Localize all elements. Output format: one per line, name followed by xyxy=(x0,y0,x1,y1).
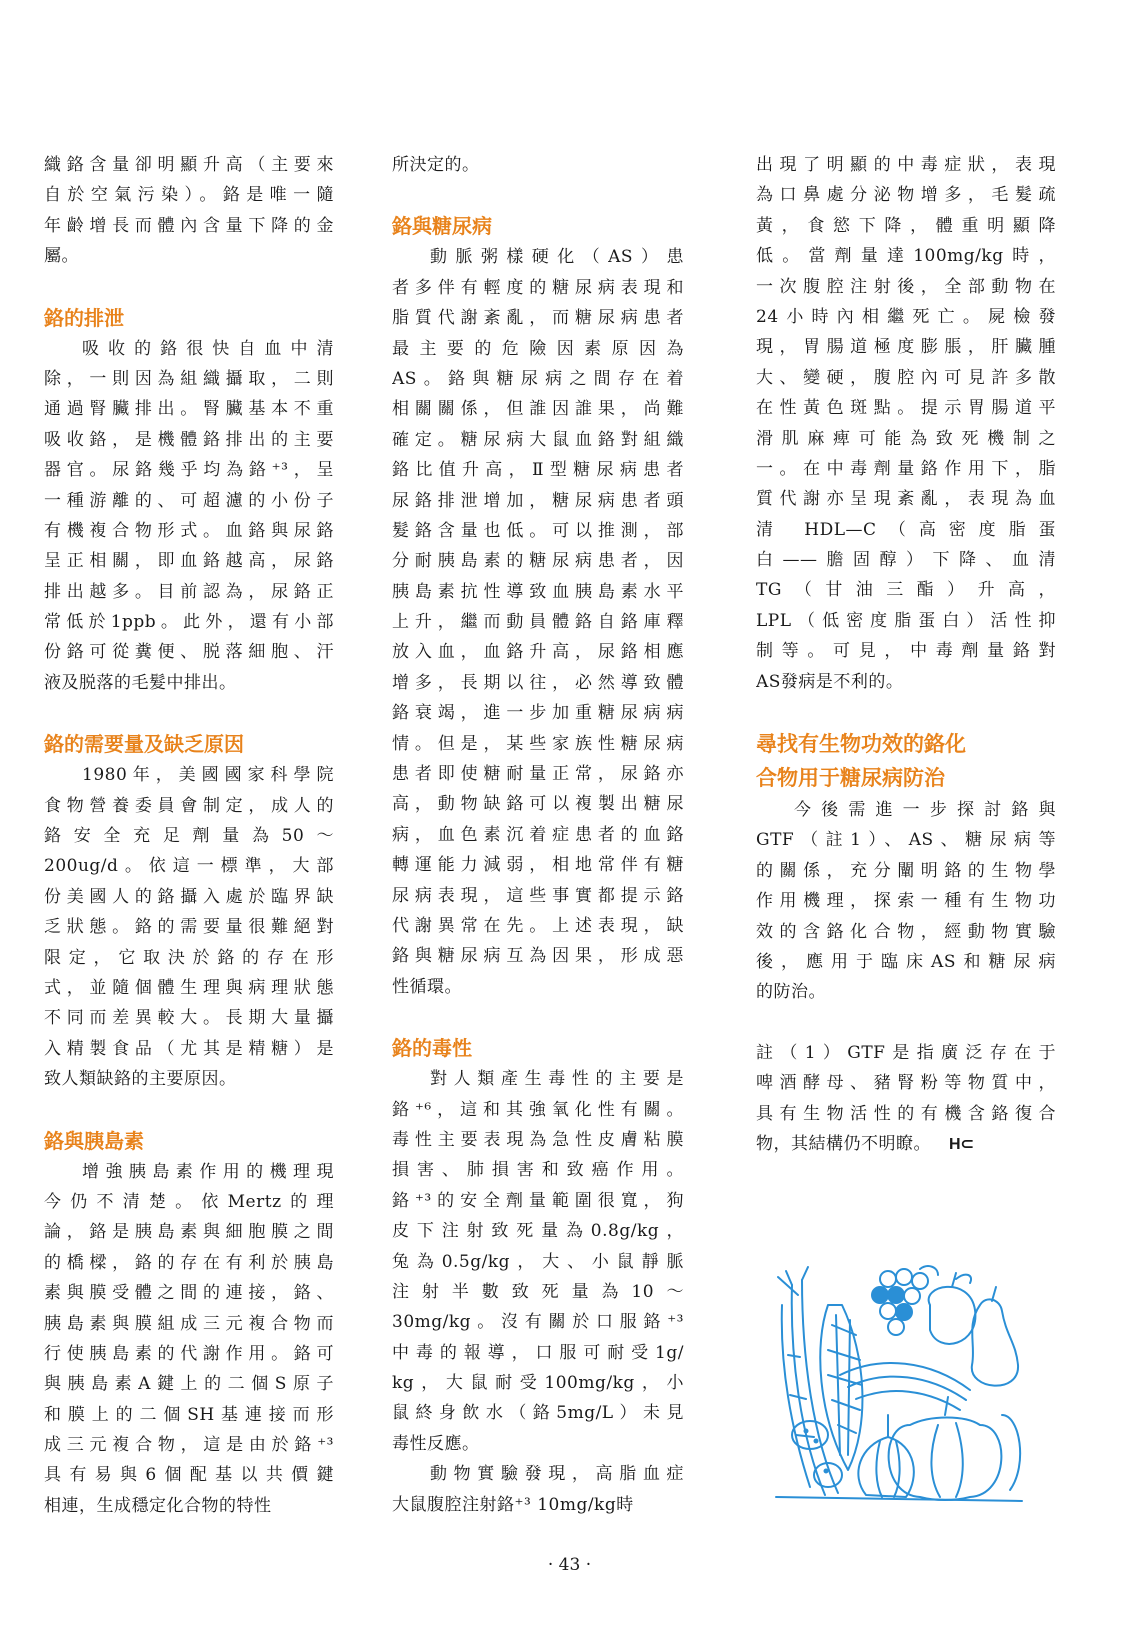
text-line: 啤酒酵母、豬腎粉等物質中， xyxy=(756,1073,1056,1094)
text-line: 除，一則因為組織攝取，二則 xyxy=(44,368,334,389)
text-line: 相關關係，但誰因誰果，尚難 xyxy=(392,399,684,420)
text-line: 制等。可見，中毒劑量鉻對 xyxy=(756,641,1056,662)
text-line: 毒性反應。 xyxy=(392,1433,480,1454)
text-line: 效的含鉻化合物，經動物實驗 xyxy=(756,921,1056,942)
text-line: 24小時內相繼死亡。屍檢發 xyxy=(756,306,1056,327)
text-line: 一種游離的、可超濾的小份子 xyxy=(44,490,334,511)
text-line: 低。當劑量達100mg/kg時， xyxy=(756,246,1056,267)
text-line: 毒性主要表現為急性皮膚粘膜 xyxy=(392,1129,684,1150)
text-line: 今後需進一步探討鉻與 xyxy=(794,800,1056,821)
text-line: 皮下注射致死量為0.8g/kg， xyxy=(392,1221,684,1242)
text-line: 鉻比值升高，Ⅱ型糖尿病患者 xyxy=(392,460,684,481)
text-line: 動物實驗發現，高脂血症 xyxy=(430,1464,684,1485)
text-line: 高，動物缺鉻可以複製出糖尿 xyxy=(392,794,684,815)
text-line: 髮鉻含量也低。可以推測，部 xyxy=(392,520,684,541)
text-line: 具有易與6個配基以共價鍵 xyxy=(44,1465,334,1486)
section-heading: 鉻的毒性 xyxy=(392,1036,472,1061)
section-heading: 鉻與糖尿病 xyxy=(392,214,492,239)
text-line: 屬。 xyxy=(44,246,79,267)
text-line: 代謝異常在先。上述表現，缺 xyxy=(392,915,684,936)
text-line: 大鼠腹腔注射鉻⁺³ 10mg/kg時 xyxy=(392,1494,634,1515)
paragraph xyxy=(392,1064,684,1459)
text-line: 情。但是，某些家族性糖尿病 xyxy=(392,733,684,754)
text-line: 物，其結構仍不明瞭。 xyxy=(756,1133,931,1154)
text-line: 轉運能力減弱，相地常伴有糖 xyxy=(392,855,684,876)
text-line: 一。在中毒劑量鉻作用下，脂 xyxy=(756,458,1056,479)
footnote-last-line xyxy=(756,1129,1056,1159)
text-line: 注射半數致死量為10～ xyxy=(392,1281,684,1302)
footnote xyxy=(756,1038,1056,1160)
page-number: · 43 · xyxy=(547,1555,592,1575)
text-line: 患者即使糖耐量正常，尿鉻亦 xyxy=(392,764,684,785)
text-line: 呈正相關，即血鉻越高，尿鉻 xyxy=(44,551,334,572)
paragraph xyxy=(44,1157,334,1522)
text-line: 常低於1ppb。此外，還有小部 xyxy=(44,612,334,633)
text-line: 為口鼻處分泌物增多，毛髮疏 xyxy=(756,185,1056,206)
text-line: 在性黃色斑點。提示胃腸道平 xyxy=(756,398,1056,419)
text-line: 滑肌麻痺可能為致死機制之 xyxy=(756,428,1056,449)
paragraph xyxy=(392,1459,684,1520)
section-heading: 鉻的排泄 xyxy=(44,305,124,330)
text-line: 鉻⁺³的安全劑量範圍很寬，狗 xyxy=(392,1190,684,1211)
text-line: 份美國人的鉻攝入處於臨界缺 xyxy=(44,886,334,907)
text-line: 黃，食慾下降，體重明顯降 xyxy=(756,215,1056,236)
text-line: 和膜上的二個SH基連接而形 xyxy=(44,1404,334,1425)
text-line: AS。鉻與糖尿病之間存在着 xyxy=(392,368,684,389)
section-heading: 鉻與胰島素 xyxy=(44,1128,144,1153)
text-line: 鉻與糖尿病互為因果，形成惡 xyxy=(392,946,684,967)
text-line: 排出越多。目前認為，尿鉻正 xyxy=(44,581,334,602)
text-line: 式，並隨個體生理與病理狀態 xyxy=(44,977,334,998)
text-line: 質代謝亦呈現紊亂，表現為血 xyxy=(756,489,1056,510)
text-line: 者多伴有輕度的糖尿病表現和 xyxy=(392,277,684,298)
text-line: 後，應用于臨床AS和糖尿病 xyxy=(756,951,1056,972)
text-line: 論，鉻是胰島素與細胞膜之間 xyxy=(44,1222,334,1243)
section-heading: 鉻的需要量及缺乏原因 xyxy=(44,732,244,757)
text-line: 胰島素與膜組成三元複合物而 xyxy=(44,1313,334,1334)
paragraph xyxy=(44,760,334,1094)
text-line: 素與膜受體之間的連接，鉻、 xyxy=(44,1283,334,1304)
text-line: 行使胰島素的代謝作用。鉻可 xyxy=(44,1343,334,1364)
text-line: LPL（低密度脂蛋白）活性抑 xyxy=(756,610,1056,631)
text-line: 乏狀態。鉻的需要量很難絕對 xyxy=(44,917,334,938)
text-line: kg，大鼠耐受100mg/kg，小 xyxy=(392,1373,684,1394)
paragraph xyxy=(756,150,1056,697)
paragraph xyxy=(392,150,684,180)
text-line: 胰島素抗性導致血胰島素水平 xyxy=(392,581,684,602)
text-line: 損害、肺損害和致癌作用。 xyxy=(392,1160,684,1181)
text-line: 年齡增長而體內含量下降的金 xyxy=(44,215,334,236)
text-line: 兔為0.5g/kg，大、小鼠靜脈 xyxy=(392,1251,684,1272)
text-line: 1980年，美國國家科學院 xyxy=(82,765,334,786)
text-line: 吸收的鉻很快自血中清 xyxy=(82,338,334,359)
text-line: 確定。糖尿病大鼠血鉻對組織 xyxy=(392,429,684,450)
text-line: TG（甘油三酯）升高， xyxy=(756,580,1056,601)
text-line: 動脈粥樣硬化（AS）患 xyxy=(430,247,684,268)
text-line: 增多，長期以往，必然導致體 xyxy=(392,672,684,693)
text-line: 200ug/d。依這一標準，大部 xyxy=(44,856,334,877)
text-line: 所決定的。 xyxy=(392,155,480,175)
text-line: 性循環。 xyxy=(392,976,462,997)
text-line: 清 HDL—C（高密度脂蛋 xyxy=(756,519,1056,540)
text-line: 一次腹腔注射後，全部動物在 xyxy=(756,276,1056,297)
vegetables-illustration-icon xyxy=(770,1265,1030,1505)
text-line: 吸收鉻，是機體鉻排出的主要 xyxy=(44,429,334,450)
text-line: 30mg/kg。沒有關於口服鉻⁺³ xyxy=(392,1312,684,1333)
column-1 xyxy=(44,150,334,1521)
text-line: 鉻安全充足劑量為50～ xyxy=(44,826,334,847)
text-line: 鼠終身飲水（鉻5mg/L）未見 xyxy=(392,1403,684,1424)
section-heading: 合物用于糖尿病防治 xyxy=(756,766,945,791)
text-line: 病，血色素沉着症患者的血鉻 xyxy=(392,824,684,845)
column-3 xyxy=(756,150,1056,1159)
section-heading: 尋找有生物功效的鉻化 xyxy=(756,732,966,757)
text-line: 的防治。 xyxy=(756,982,826,1003)
text-line: 織鉻含量卻明顯升高（主要來 xyxy=(44,155,334,175)
text-line: 尿鉻排泄增加，糖尿病患者頭 xyxy=(392,490,684,511)
text-line: 中毒的報導，口服可耐受1g/ xyxy=(392,1342,684,1363)
text-line: 脂質代謝紊亂，而糖尿病患者 xyxy=(392,308,684,329)
paragraph xyxy=(44,150,334,272)
text-line: 食物營養委員會制定，成人的 xyxy=(44,795,334,816)
text-line: 分耐胰島素的糖尿病患者，因 xyxy=(392,551,684,572)
text-line: 尿病表現，這些事實都提示鉻 xyxy=(392,885,684,906)
text-line: 白——膽固醇）下降、血清 xyxy=(756,550,1056,571)
text-line: 與胰島素A鍵上的二個S原子 xyxy=(44,1374,334,1395)
text-line: 致人類缺鉻的主要原因。 xyxy=(44,1069,237,1090)
text-line: 入精製食品（尤其是精糖）是 xyxy=(44,1038,334,1059)
paragraph xyxy=(44,334,334,699)
text-line: 註（1）GTF是指廣泛存在于 xyxy=(756,1042,1056,1063)
text-line: 成三元複合物，這是由於鉻⁺³ xyxy=(44,1435,334,1456)
text-line: 放入血，血鉻升高，尿鉻相應 xyxy=(392,642,684,663)
text-line: 相連，生成穩定化合物的特性 xyxy=(44,1495,272,1516)
text-line: 自於空氣污染）。鉻是唯一隨 xyxy=(44,185,334,206)
text-line: GTF（註1）、AS、糖尿病等 xyxy=(756,830,1056,851)
text-line: 鉻衰竭，進一步加重糖尿病病 xyxy=(392,703,684,724)
text-line: 現，胃腸道極度膨脹，肝臟腫 xyxy=(756,337,1056,358)
paragraph xyxy=(392,242,684,1002)
text-line: 出現了明顯的中毒症狀，表現 xyxy=(756,155,1056,175)
text-line: 的橋樑，鉻的存在有利於胰島 xyxy=(44,1252,334,1273)
column-2 xyxy=(392,150,684,1520)
text-line: 份鉻可從糞便、脱落細胞、汗 xyxy=(44,642,334,663)
text-line: 上升，繼而動員體鉻自鉻庫釋 xyxy=(392,612,684,633)
text-line: 今仍不清楚。依Mertz的理 xyxy=(44,1191,334,1212)
text-line: 有機複合物形式。血鉻與尿鉻 xyxy=(44,520,334,541)
text-line: 增強胰島素作用的機理現 xyxy=(82,1161,334,1182)
text-line: 限定，它取決於鉻的存在形 xyxy=(44,947,334,968)
text-line: 對人類產生毒性的主要是 xyxy=(430,1069,684,1090)
text-line: 液及脱落的毛髮中排出。 xyxy=(44,672,237,693)
text-line: 的關係，充分闡明鉻的生物學 xyxy=(756,860,1056,881)
paragraph xyxy=(756,795,1056,1008)
text-line: 不同而差異較大。長期大量攝 xyxy=(44,1008,334,1029)
text-line: 作用機理，探索一種有生物功 xyxy=(756,891,1056,912)
text-line: 鉻⁺⁶，這和其強氧化性有關。 xyxy=(392,1099,684,1120)
author-signature: H⊂ xyxy=(949,1135,974,1153)
text-line: AS發病是不利的。 xyxy=(756,671,904,692)
text-line: 通過腎臟排出。腎臟基本不重 xyxy=(44,399,334,420)
text-line: 大、變硬，腹腔內可見許多散 xyxy=(756,367,1056,388)
text-line: 具有生物活性的有機含鉻復合 xyxy=(756,1103,1056,1124)
text-line: 最主要的危險因素原因為 xyxy=(392,338,684,359)
text-line: 器官。尿鉻幾乎均為鉻⁺³，呈 xyxy=(44,460,334,481)
